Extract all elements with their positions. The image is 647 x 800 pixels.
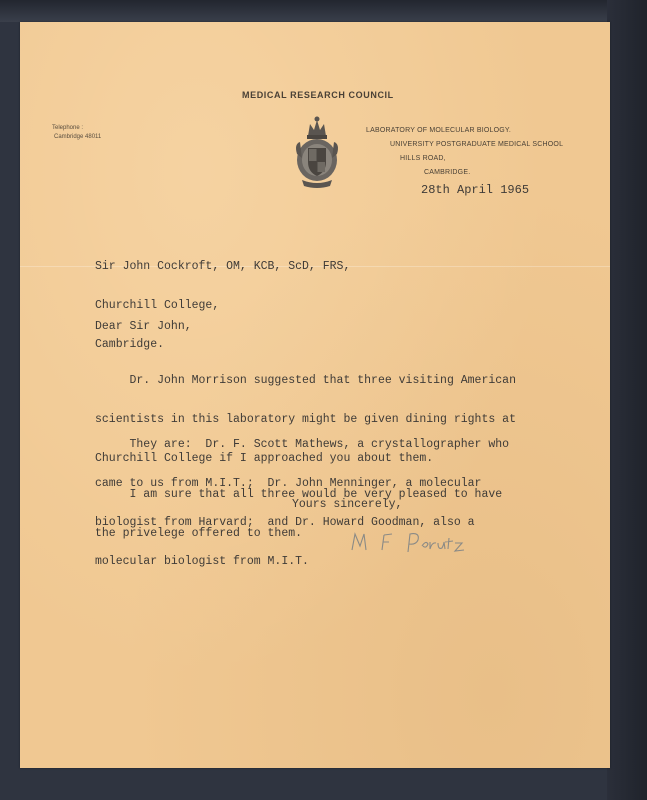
body-line: came to us from M.I.T.; Dr. John Menninger, a molecular bbox=[95, 477, 482, 490]
handwritten-signature bbox=[346, 522, 496, 558]
body-line: biologist from Harvard; and Dr. Howard Goodman, also a bbox=[95, 516, 475, 529]
scan-background-right bbox=[607, 0, 647, 800]
body-line: the privelege offered to them. bbox=[95, 527, 303, 540]
royal-coat-of-arms-icon bbox=[292, 114, 342, 190]
body-line: Churchill College if I approached you about them. bbox=[95, 452, 434, 465]
telephone-number: Cambridge 48011 bbox=[54, 134, 102, 140]
body-line: scientists in this laboratory might be given dining rights at bbox=[95, 413, 516, 426]
lab-line-2: UNIVERSITY POSTGRADUATE MEDICAL SCHOOL bbox=[390, 141, 564, 148]
letter-page bbox=[20, 22, 610, 768]
lab-line-4: CAMBRIDGE. bbox=[424, 169, 471, 176]
body-line: Dr. John Morrison suggested that three visiting American bbox=[95, 374, 516, 387]
lab-line-3: HILLS ROAD, bbox=[400, 155, 446, 162]
scan-background-top bbox=[0, 0, 647, 22]
address-line: Churchill College, bbox=[95, 299, 220, 312]
body-line: molecular biologist from M.I.T. bbox=[95, 555, 309, 568]
telephone-block bbox=[52, 124, 101, 142]
lab-line-1: LABORATORY OF MOLECULAR BIOLOGY. bbox=[366, 127, 512, 134]
body-line: They are: Dr. F. Scott Mathews, a crystallographer who bbox=[95, 438, 510, 451]
salutation: Dear Sir John, bbox=[95, 320, 192, 333]
telephone-label: Telephone : bbox=[52, 125, 84, 131]
organization-heading: MEDICAL RESEARCH COUNCIL bbox=[242, 90, 394, 100]
address-line: Cambridge. bbox=[95, 338, 165, 351]
closing: Yours sincerely, bbox=[292, 498, 403, 511]
laboratory-address-block bbox=[366, 124, 563, 180]
letter-date: 28th April 1965 bbox=[421, 183, 530, 197]
body-line: I am sure that all three would be very pleased to have bbox=[95, 488, 503, 501]
address-line: Sir John Cockroft, OM, KCB, ScD, FRS, bbox=[95, 260, 351, 273]
